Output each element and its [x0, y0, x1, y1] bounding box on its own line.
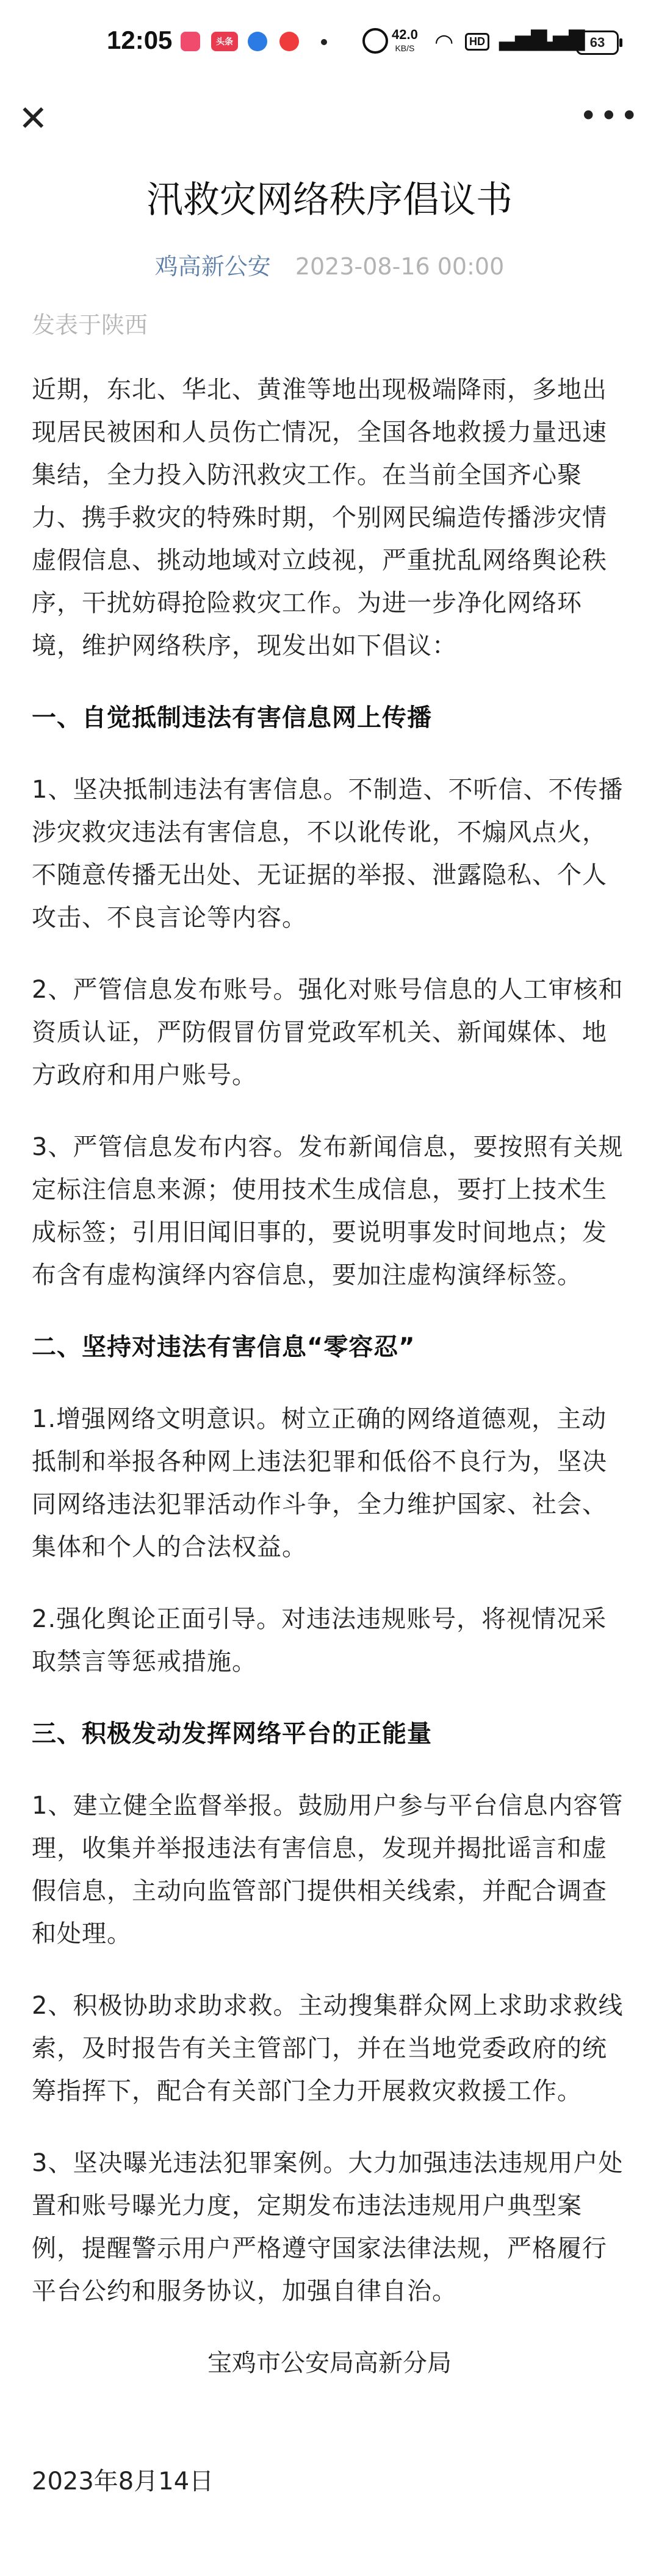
published-location: 发表于陕西 [32, 312, 148, 338]
status-bar [0, 0, 659, 85]
document-date: 2023年8月14日 [32, 2467, 214, 2496]
network-speed [392, 28, 418, 55]
paragraph: 1.增强网络文明意识。树立正确的网络道德观，主动抵制和举报各种网上违法犯罪和低俗不良行为，坚决同网络违法犯罪活动作斗争，全力维护国家、社会、集体和个人的合法权益。 [32, 1405, 607, 1561]
nav-bar [0, 85, 659, 159]
section-heading: 一、自觉抵制违法有害信息网上传播 [32, 704, 432, 732]
status-time: 12:05 [107, 26, 173, 54]
hd-icon: HD [465, 33, 489, 51]
toutiao-badge-icon: 头条 [211, 32, 238, 51]
paragraph: 2、严管信息发布账号。强化对账号信息的人工审核和资质认证，严防假冒仿冒党政军机关、新闻媒体、地方政府和用户账号。 [32, 976, 624, 1089]
section-heading: 三、积极发动发挥网络平台的正能量 [32, 1720, 432, 1748]
close-icon[interactable]: ✕ [18, 98, 48, 139]
paragraph: 3、坚决曝光违法犯罪案例。大力加强违法违规用户处置和账号曝光力度，定期发布违法违规用户典型案例，提醒警示用户严格遵守国家法律法规，严格履行平台公约和服务协议，加强自律自治。 [32, 2149, 624, 2305]
network-speed-unit: KB/S [395, 43, 415, 53]
signal-icon-2: ▃▅▇ [537, 27, 585, 51]
signature: 宝鸡市公安局高新分局 [207, 2349, 452, 2377]
paragraph: 2.强化舆论正面引导。对违法违规账号，将视情况采取禁言等惩戒措施。 [32, 1605, 607, 1676]
article-meta [0, 251, 659, 282]
network-speed-value: 42.0 [392, 27, 418, 42]
battery-icon: 63 [576, 30, 619, 55]
intro-paragraph: 近期，东北、华北、黄淮等地出现极端降雨，多地出现居民被困和人员伤亡情况，全国各地救援力量迅速集结，全力投入防汛救灾工作。在当前全国齐心聚力、携手救灾的特殊时期，个别网民编造传播涉灾情虚假信息、挑动地域对立歧视，严重扰乱网络舆论秩序，干扰妨碍抢险救灾工作。为进一步净化网络环境，维护网络秩序，现发出如下倡议： [32, 376, 607, 660]
app-notification-icon-2 [279, 32, 299, 51]
publish-time: 2023-08-16 00:00 [295, 253, 505, 280]
paragraph: 1、建立健全监督举报。鼓励用户参与平台信息内容管理，收集并举报违法有害信息，发现并揭批谣言和虚假信息，主动向监管部门提供相关线索，并配合调查和处理。 [32, 1792, 624, 1948]
paragraph: 2、积极协助求助求救。主动搜集群众网上求助求救线索，及时报告有关主管部门，并在当地党委政府的统筹指挥下，配合有关部门全力开展救灾救援工作。 [32, 1992, 624, 2105]
article-title: 汛救灾网络秩序倡议书 [146, 179, 513, 221]
paragraph: 1、坚决抵制违法有害信息。不制造、不听信、不传播涉灾救灾违法有害信息，不以讹传讹，不煽风点火，不随意传播无出处、无证据的举报、泄露隐私、个人攻击、不良言论等内容。 [32, 776, 624, 932]
author-link[interactable]: 鸡高新公安 [154, 253, 271, 280]
paragraph: 3、严管信息发布内容。发布新闻信息，要按照有关规定标注信息来源；使用技术生成信息，要打上技术生成标签；引用旧闻旧事的，要说明事发时间地点；发布含有虚构演绎内容信息，要加注虚构演绎标签。 [32, 1133, 624, 1289]
wifi-icon: ◠ [434, 29, 454, 54]
section-heading: 二、坚持对违法有害信息“零容忍” [32, 1333, 416, 1361]
browser-notification-icon [248, 32, 267, 51]
signal-icon: ▃▅▇ [499, 27, 547, 51]
more-notifications-dot [321, 39, 327, 45]
article-body [32, 368, 627, 2503]
more-icon[interactable]: ••• [579, 98, 641, 134]
app-notification-icon [181, 32, 200, 51]
alarm-icon [362, 28, 388, 54]
